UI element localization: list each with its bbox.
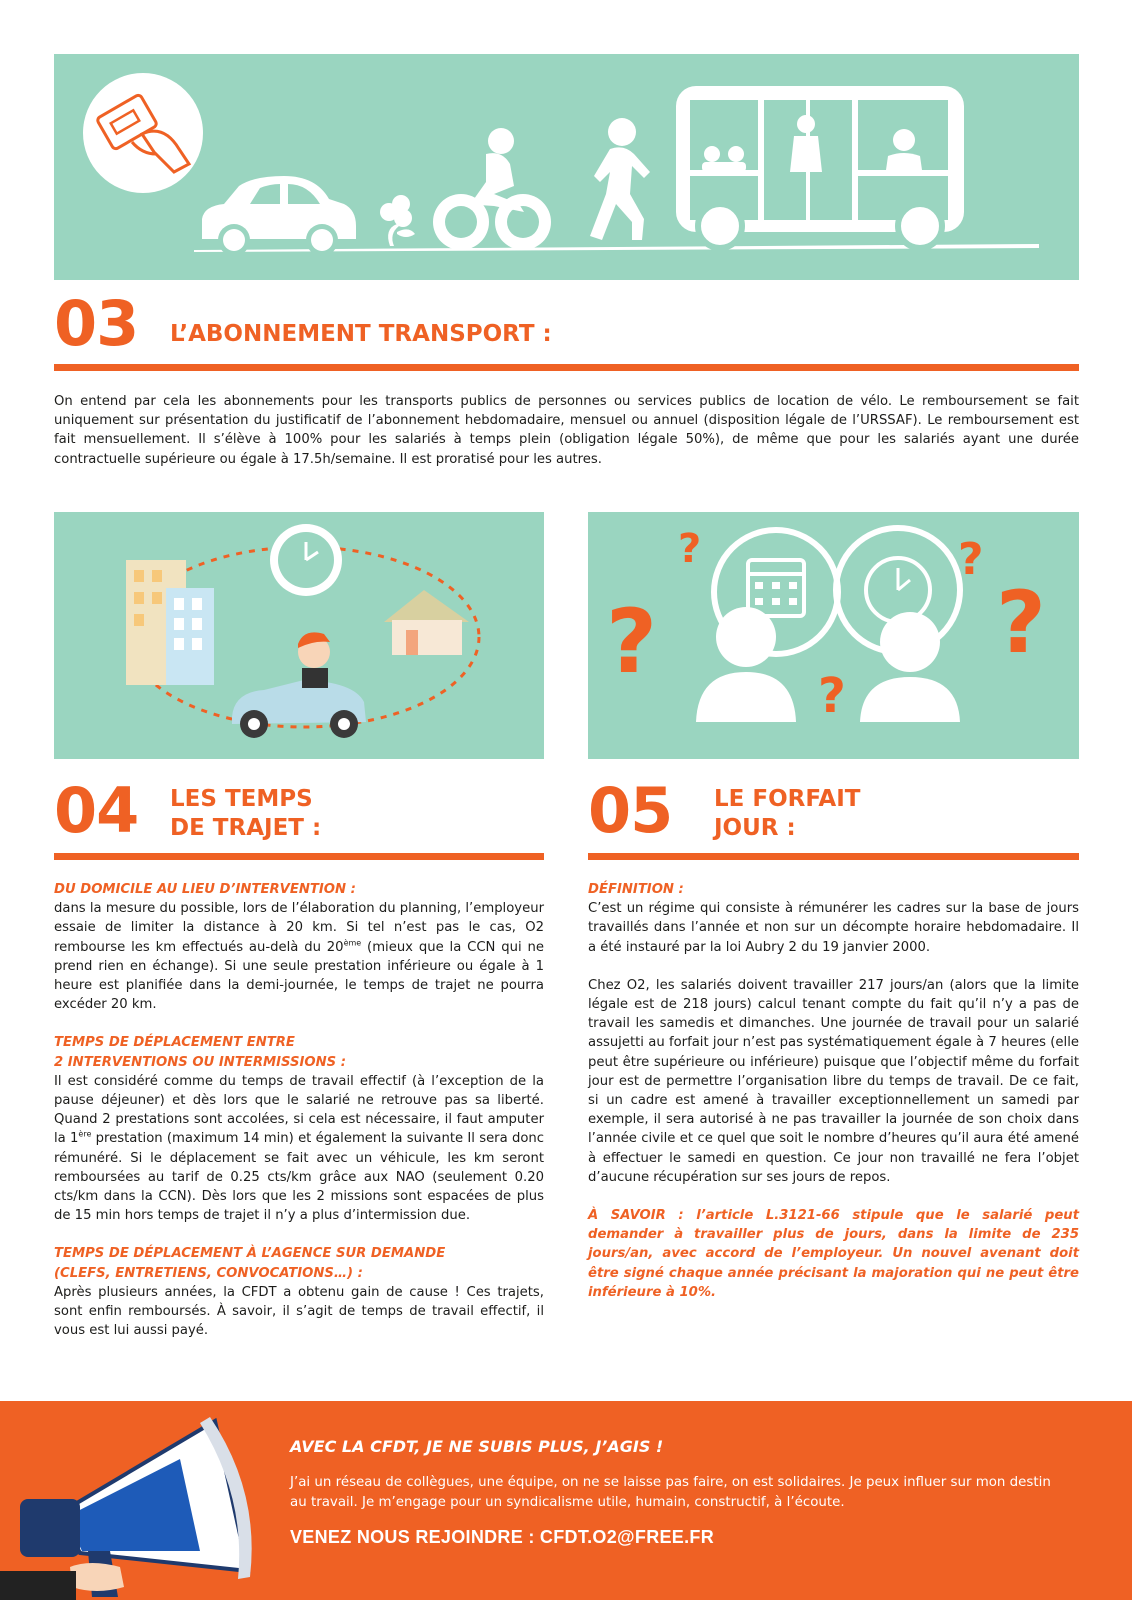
section-4-paragraph: Après plusieurs années, la CFDT a obtenu gain de cause ! Ces trajets, sont enfin remboursés. À savoir, il s’agit de temps de travail effectif, il vous est lui aussi payé. (54, 1284, 544, 1339)
forfait-illustration (588, 512, 1079, 759)
footer-title: AVEC LA CFDT, JE NE SUBIS PLUS, J’AGIS ! (290, 1437, 664, 1456)
footer-join-link[interactable]: VENEZ NOUS REJOINDRE : CFDT.O2@FREE.FR (290, 1527, 714, 1547)
section-4-number: 04 (54, 774, 139, 847)
driver-car-icon (232, 632, 366, 738)
megaphone-icon (0, 1401, 270, 1600)
section-5-paragraph: C’est un régime qui consiste à rémunérer les cadres sur la base de jours travaillés dans l’année et non sur un décompte horaire hebdomadaire. Il a été instauré par la loi Aubry 2 du 19 janvier 2000. (588, 901, 1079, 955)
person-icon (696, 607, 796, 722)
clock-icon (270, 524, 342, 596)
section-4-title: LES TEMPS DE TRAJET : (170, 786, 322, 841)
pedestrian-icon (590, 118, 650, 240)
section-4-subheading: TEMPS DE DÉPLACEMENT ENTRE 2 INTERVENTIONS OU INTERMISSIONS : (54, 1035, 347, 1070)
section-3-title: L’ABONNEMENT TRANSPORT : (170, 321, 552, 347)
section-5-subheading: DÉFINITION : (588, 882, 684, 897)
section-3-body: On entend par cela les abonnements pour les transports publics de personnes ou services publics de location de vélo. Le remboursement se fait uniquement sur présentation du justificatif de l’abonnement hebdomadaire, mensuel ou annuel (disposition légale de l’URSSAF). Le remboursement est fait mensuellement. Il s’élève à 100% pour les salariés à temps plein (obligation légale 50%), de même que pour les salariés ayant une durée contractuelle supérieure ou égale à 17.5h/semaine. Il est proratisé pour les autres. (54, 394, 1079, 467)
footer-banner (0, 1401, 1132, 1600)
commute-illustration (54, 512, 544, 759)
question-mark-icon: ? (958, 534, 984, 585)
section-5-title: LE FORFAIT JOUR : (714, 786, 861, 841)
bicycle-icon (433, 128, 551, 250)
footer-text: J’ai un réseau de collègues, une équipe, on ne se laisse pas faire, on est solidaires. Je peux influer sur mon destin au travail. Je m’engage pour un syndicalisme utile, humain, constructif, à l’écoute. (290, 1475, 1051, 1510)
section-4-subheading: DU DOMICILE AU LIEU D’INTERVENTION : (54, 882, 356, 897)
section-5-body (588, 880, 1079, 1302)
question-mark-icon: ? (818, 668, 846, 724)
house-icon (384, 590, 469, 655)
buildings-icon (126, 560, 214, 685)
section-5-number: 05 (588, 774, 673, 847)
section-5-rule (588, 853, 1079, 860)
question-mark-icon: ? (996, 573, 1046, 673)
car-icon (202, 176, 356, 256)
question-mark-icon: ? (678, 526, 702, 572)
section-4-body (54, 880, 544, 1340)
question-mark-icon: ? (606, 590, 658, 693)
section-4-rule (54, 853, 544, 860)
section-5-paragraph: Chez O2, les salariés doivent travailler 217 jours/an (alors que la limite légale est de 218 jours) calcul tenant compte du fait qu’il n’y a pas de travail les samedis et dimanches. Une journée de travail pour un salarié assujetti au forfait jour n’est pas systématiquement égale à 7 heures (elle peut être supérieure ou inférieure) puisque que l’objectif même du forfait jour est de permettre l’organisation libre du temps de travail. De ce fait, si un cadre est amené à travailler exceptionnellement un samedi par exemple, il sera autorisé à ne pas travailler la journée de son choix dans l’année civile et ce quel que soit le nombre d’heures qu’il aura été amené à effectuer le samedi en question. Ce jour non travaillé ne fera l’objet d’aucune récupération sur ses jours de repos. (588, 977, 1079, 1185)
section-4-paragraph: Il est considéré comme du temps de travail effectif (à l’exception de la pause déjeuner) et dès lors que le salarié ne retrouve pas sa liberté. Quand 2 prestations sont accolées, si cela est nécessaire, il faut amputer la 1ère prestation (maximum 14 min) et également la suivante Il sera donc rémunéré. Si le déplacement se fait avec un véhicule, les km seront remboursées au tarif de 0.25 cts/km grâce aux NAO (seulement 0.20 cts/km dans la CCN). Dès lors que les 2 missions sont espacées de plus de 15 min hors temps de trajet il n’y a plus d’intermission due. (54, 1073, 544, 1224)
bus-icon (676, 86, 964, 248)
section-3-rule (54, 364, 1079, 371)
section-4-paragraph: dans la mesure du possible, lors de l’élaboration du planning, l’employeur essaie de limiter la distance à 20 km. Si tel n’est pas le cas, O2 rembourse les km effectués au-delà du 20ème (mieux que la CCN qui ne prend rien en échange). Si une seule prestation inférieure ou égale à 1 heure est planifiée dans la demi-journée, le temps de trajet ne pourra excéder 20 km. (54, 901, 544, 1013)
transport-card-icon (83, 73, 203, 193)
section-4-subheading: TEMPS DE DÉPLACEMENT À L’AGENCE SUR DEMANDE (CLEFS, ENTRETIENS, CONVOCATIONS…) : (54, 1246, 446, 1281)
section-3-number: 03 (54, 287, 139, 360)
transport-banner (54, 54, 1079, 280)
flower-icon (380, 195, 415, 246)
section-5-note: À SAVOIR : l’article L.3121-66 stipule que le salarié peut demander à travailler plus de jours, dans la limite de 235 jours/an, avec accord de l’employeur. Un nouvel avenant doit être signé chaque année précisant la majoration qui ne peut être inférieure à 10%. (588, 1208, 1079, 1300)
